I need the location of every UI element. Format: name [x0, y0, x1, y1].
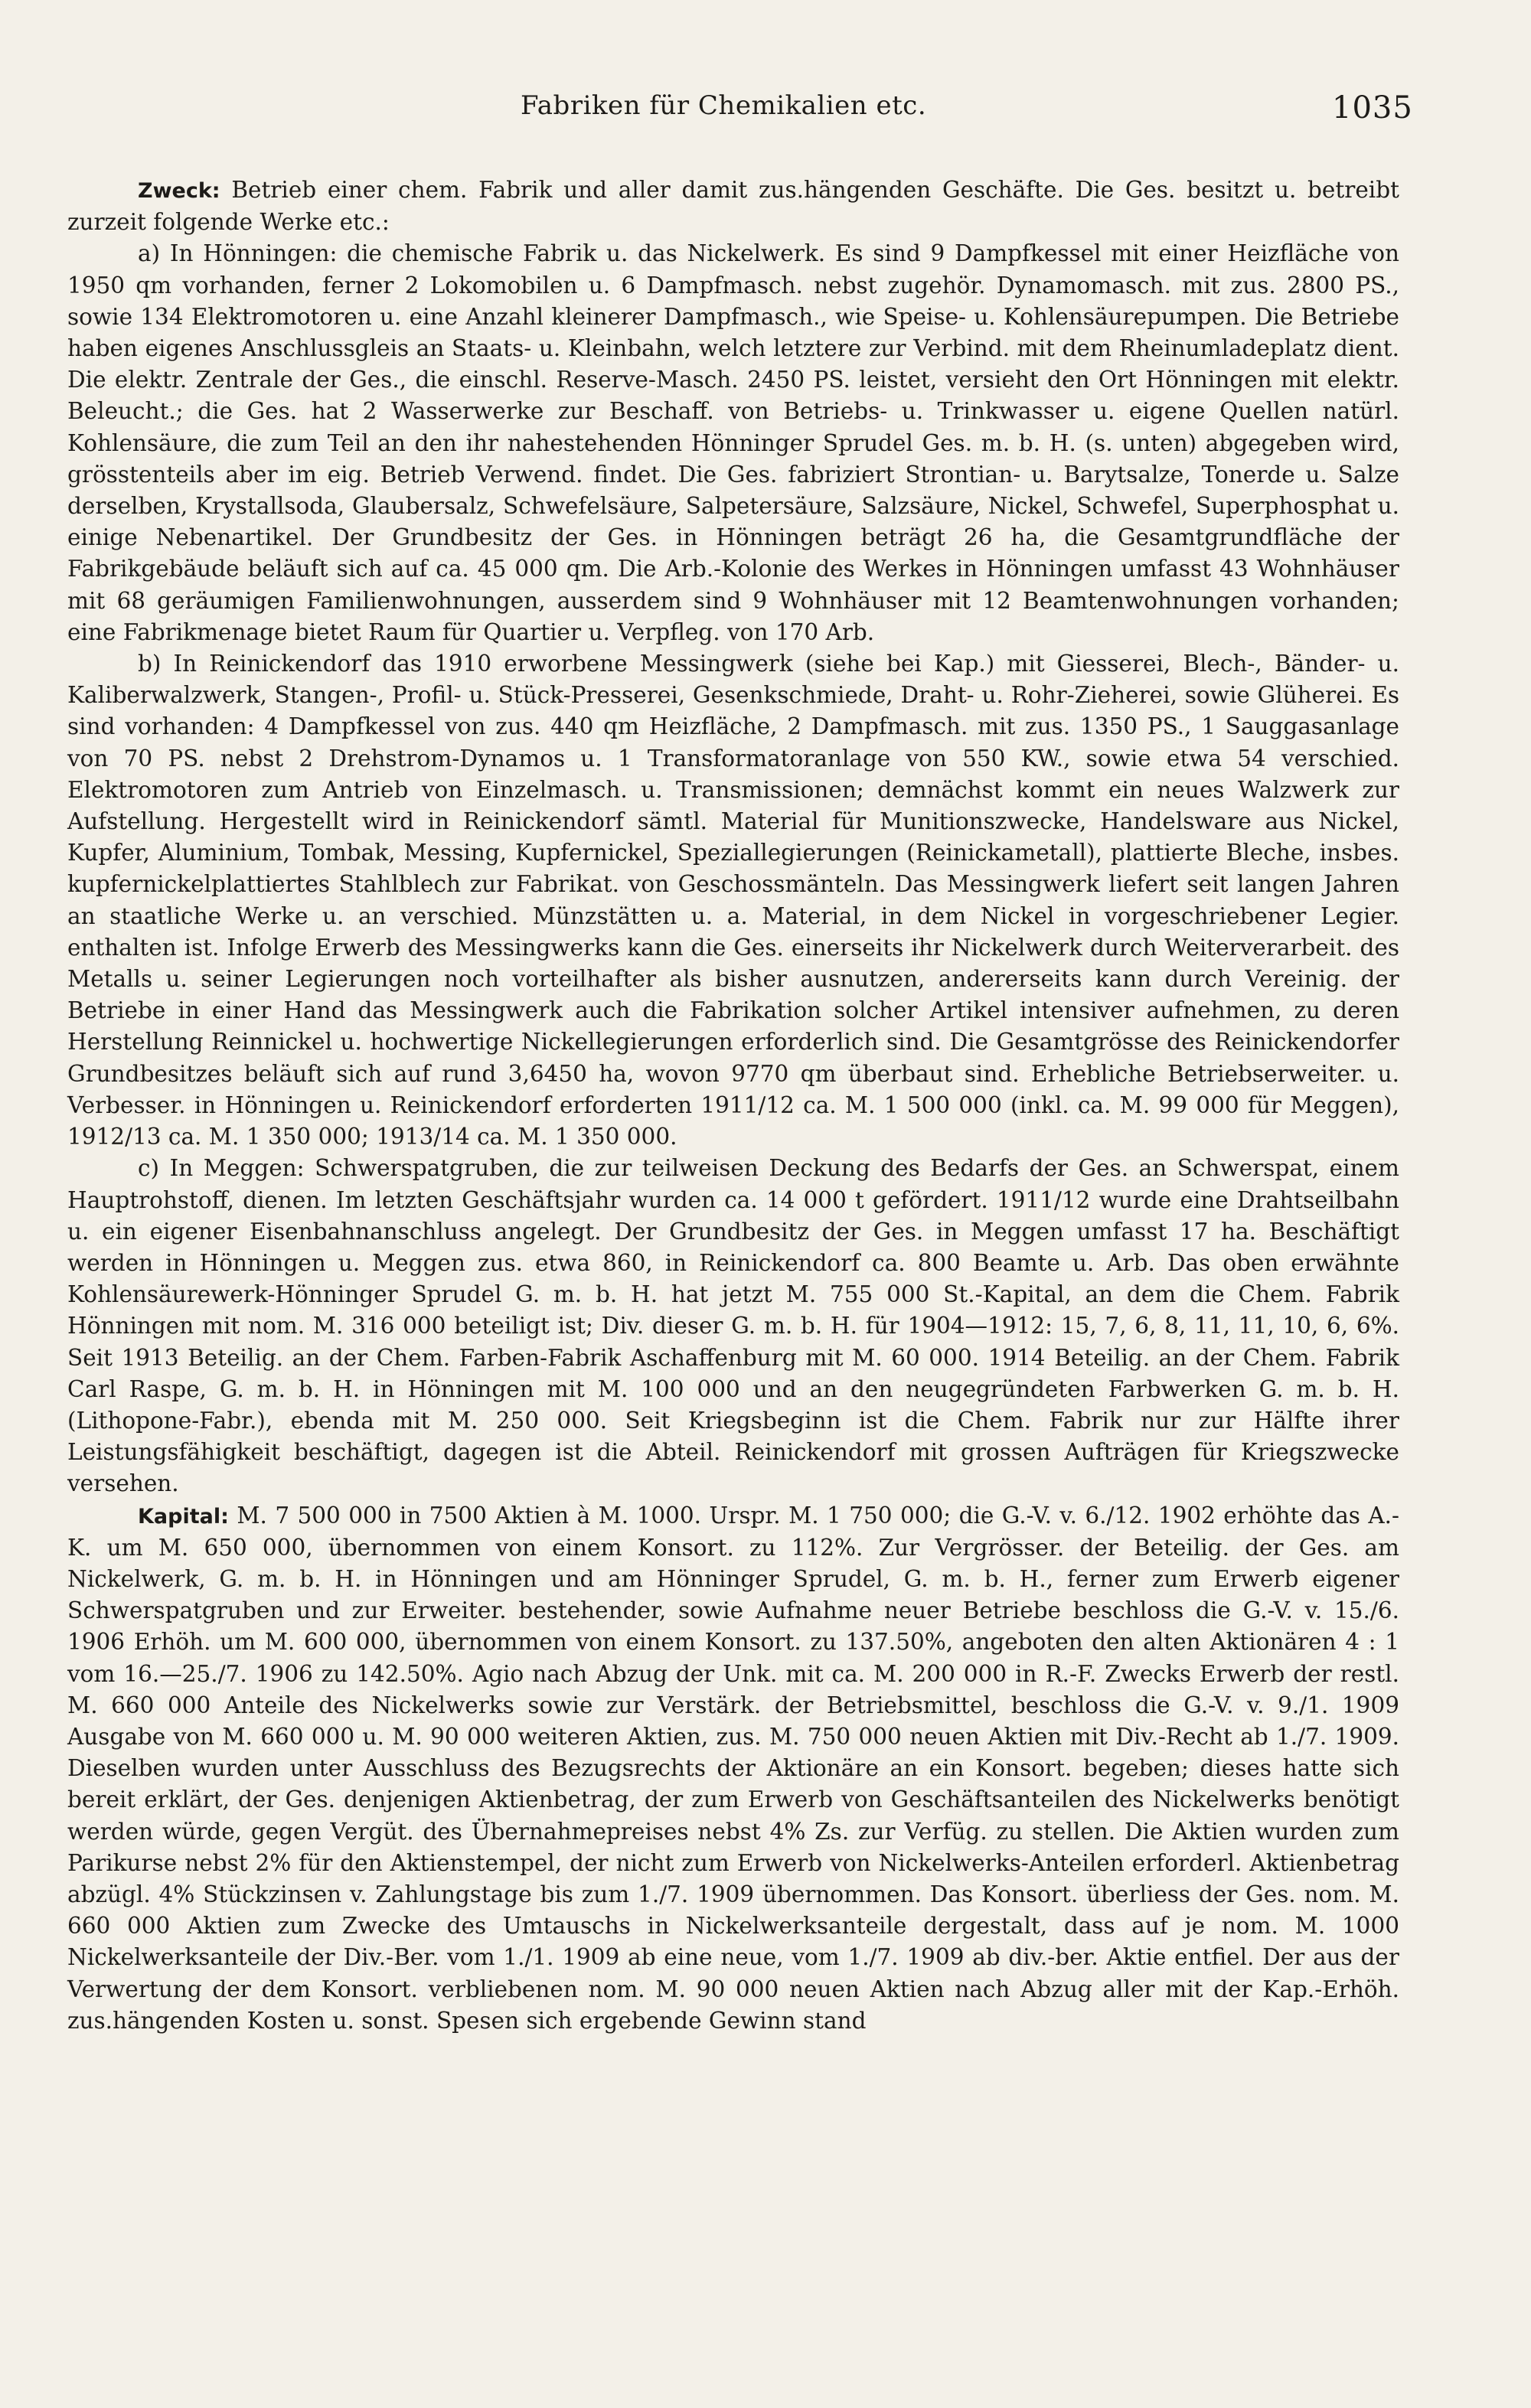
- kapital-text: M. 7 500 000 in 7500 Aktien à M. 1000. Urspr. M. 1 750 000; die G.-V. v. 6./12. 1902 erhöhte das A.-K. um M. 650 000, übernommen von einem Konsort. zu 112%. Zur Vergrösser. der Beteilig. der Ges. am Nickelwerk, G. m. b. H. in Hönningen und am Hönninger Sprudel, G. m. b. H., ferner zum Erwerb eigener Schwerspatgruben und zur Erweiter. bestehender, sowie Aufnahme neuer Betriebe beschloss die G.-V. v. 15./6. 1906 Erhöh. um M. 600 000, übernommen von einem Konsort. zu 137.50%, angeboten den alten Aktionären 4 : 1 vom 16.—25./7. 1906 zu 142.50%. Agio nach Abzug der Unk. mit ca. M. 200 000 in R.-F. Zwecks Erwerb der restl. M. 660 000 Anteile des Nickelwerks sowie zur Verstärk. der Betriebsmittel, beschloss die G.-V. v. 9./1. 1909 Ausgabe von M. 660 000 u. M. 90 000 weiteren Aktien, zus. M. 750 000 neuen Aktien mit Div.-Recht ab 1./7. 1909. Dieselben wurden unter Ausschluss des Bezugsrechts der Aktionäre an ein Konsort. begeben; dieses hatte sich bereit erklärt, der Ges. denjenigen Aktienbetrag, der zum Erwerb von Geschäftsanteilen des Nickelwerks benötigt werden würde, gegen Vergüt. des Übernahmepreises nebst 4% Zs. zur Verfüg. zu stellen. Die Aktien wurden zum Parikurse nebst 2% für den Aktienstempel, der nicht zum Erwerb von Nickelwerks-Anteilen erforderl. Aktienbetrag abzügl. 4% Stückzinsen v. Zahlungstage bis zum 1./7. 1909 übernommen. Das Konsort. überliess der Ges. nom. M. 660 000 Aktien zum Zwecke des Umtauschs in Nickelwerksanteile dergestalt, dass auf je nom. M. 1000 Nickelwerksanteile der Div.-Ber. vom 1./1. 1909 ab eine neue, vom 1./7. 1909 ab div.-ber. Aktie entfiel. Der aus der Verwertung der dem Konsort. verbliebenen nom. M. 90 000 neuen Aktien nach Abzug aller mit der Kap.-Erhöh. zus.hängenden Kosten u. sonst. Spesen sich ergebende Gewinn stand: [67, 1502, 1399, 2034]
- kapital-label: Kapital:: [138, 1504, 229, 1529]
- page-number: 1035: [1332, 90, 1413, 126]
- paragraph-zweck: [67, 175, 1399, 238]
- zweck-intro: Betrieb einer chem. Fabrik und aller damit zus.hängenden Geschäfte. Die Ges. besitzt u. betreibt zurzeit folgende Werke etc.:: [67, 177, 1399, 236]
- paragraph-kapital: [67, 1500, 1399, 2037]
- running-header: [0, 90, 1531, 136]
- zweck-label: Zweck:: [138, 179, 220, 203]
- running-title: Fabriken für Chemikalien etc.: [521, 90, 927, 121]
- paragraph-section-a: a) In Hönningen: die chemische Fabrik u. das Nickelwerk. Es sind 9 Dampfkessel mit einer Heizfläche von 1950 qm vorhanden, ferner 2 Lokomobilen u. 6 Dampfmasch. nebst zugehör. Dynamomasch. mit zus. 2800 PS., sowie 134 Elektromotoren u. eine Anzahl kleinerer Dampfmasch., wie Speise- u. Kohlensäurepumpen. Die Betriebe haben eigenes Anschlussgleis an Staats- u. Kleinbahn, welch letztere zur Verbind. mit dem Rheinumladeplatz dient. Die elektr. Zentrale der Ges., die einschl. Reserve-Masch. 2450 PS. leistet, versieht den Ort Hönningen mit elektr. Beleucht.; die Ges. hat 2 Wasserwerke zur Beschaff. von Betriebs- u. Trinkwasser u. eigene Quellen natürl. Kohlensäure, die zum Teil an den ihr nahestehenden Hönninger Sprudel Ges. m. b. H. (s. unten) abgegeben wird, grösstenteils aber im eig. Betrieb Verwend. findet. Die Ges. fabriziert Strontian- u. Barytsalze, Tonerde u. Salze derselben, Krystallsoda, Glaubersalz, Schwefelsäure, Salpetersäure, Salzsäure, Nickel, Schwefel, Superphosphat u. einige Nebenartikel. Der Grundbesitz der Ges. in Hönningen beträgt 26 ha, die Gesamtgrundfläche der Fabrikgebäude beläuft sich auf ca. 45 000 qm. Die Arb.-Kolonie des Werkes in Hönningen umfasst 43 Wohnhäuser mit 68 geräumigen Familienwohnungen, ausserdem sind 9 Wohnhäuser mit 12 Beamtenwohnungen vorhanden; eine Fabrikmenage bietet Raum für Quartier u. Verpfleg. von 170 Arb.: [67, 240, 1399, 645]
- paragraph-section-c: c) In Meggen: Schwerspatgruben, die zur teilweisen Deckung des Bedarfs der Ges. an Schwerspat, einem Hauptrohstoff, dienen. Im letzten Geschäftsjahr wurden ca. 14 000 t gefördert. 1911/12 wurde eine Drahtseilbahn u. ein eigener Eisenbahnanschluss angelegt. Der Grundbesitz der Ges. in Meggen umfasst 17 ha. Beschäftigt werden in Hönningen u. Meggen zus. etwa 860, in Reinickendorf ca. 800 Beamte u. Arb. Das oben erwähnte Kohlensäurewerk-Hönninger Sprudel G. m. b. H. hat jetzt M. 755 000 St.-Kapital, an dem die Chem. Fabrik Hönningen mit nom. M. 316 000 beteiligt ist; Div. dieser G. m. b. H. für 1904—1912: 15, 7, 6, 8, 11, 11, 10, 6, 6%. Seit 1913 Beteilig. an der Chem. Farben-Fabrik Aschaffenburg mit M. 60 000. 1914 Beteilig. an der Chem. Fabrik Carl Raspe, G. m. b. H. in Hönningen mit M. 100 000 und an den neugegründeten Farbwerken G. m. b. H. (Lithopone-Fabr.), ebenda mit M. 250 000. Seit Kriegsbeginn ist die Chem. Fabrik nur zur Hälfte ihrer Leistungsfähigkeit beschäftigt, dagegen ist die Abteil. Reinickendorf mit grossen Aufträgen für Kriegszwecke versehen.: [67, 1155, 1399, 1497]
- paragraph-section-b: b) In Reinickendorf das 1910 erworbene Messingwerk (siehe bei Kap.) mit Giesserei, Blech-, Bänder- u. Kaliberwalzwerk, Stangen-, Profil- u. Stück-Presserei, Gesenkschmiede, Draht- u. Rohr-Zieherei, sowie Glüherei. Es sind vorhanden: 4 Dampfkessel von zus. 440 qm Heizfläche, 2 Dampfmasch. mit zus. 1350 PS., 1 Sauggasanlage von 70 PS. nebst 2 Drehstrom-Dynamos u. 1 Transformatoranlage von 550 KW., sowie etwa 54 verschied. Elektromotoren zum Antrieb von Einzelmasch. u. Transmissionen; demnächst kommt ein neues Walzwerk zur Aufstellung. Hergestellt wird in Reinickendorf sämtl. Material für Munitionszwecke, Handelsware aus Nickel, Kupfer, Aluminium, Tombak, Messing, Kupfernickel, Speziallegierungen (Reinickametall), plattierte Bleche, insbes. kupfernickelplattiertes Stahlblech zur Fabrikat. von Geschossmänteln. Das Messingwerk liefert seit langen Jahren an staatliche Werke u. an verschied. Münzstätten u. a. Material, in dem Nickel in vorgeschriebener Legier. enthalten ist. Infolge Erwerb des Messingwerks kann die Ges. einerseits ihr Nickelwerk durch Weiterverarbeit. des Metalls u. seiner Legierungen noch vorteilhafter als bisher ausnutzen, andererseits kann durch Vereinig. der Betriebe in einer Hand das Messingwerk auch die Fabrikation solcher Artikel intensiver aufnehmen, zu deren Herstellung Reinnickel u. hochwertige Nickellegierungen erforderlich sind. Die Gesamtgrösse des Reinickendorfer Grundbesitzes beläuft sich auf rund 3,6450 ha, wovon 9770 qm überbaut sind. Erhebliche Betriebserweiter. u. Verbesser. in Hönningen u. Reinickendorf erforderten 1911/12 ca. M. 1 500 000 (inkl. ca. M. 99 000 für Meggen), 1912/13 ca. M. 1 350 000; 1913/14 ca. M. 1 350 000.: [67, 651, 1399, 1150]
- body-text: [67, 175, 1399, 2037]
